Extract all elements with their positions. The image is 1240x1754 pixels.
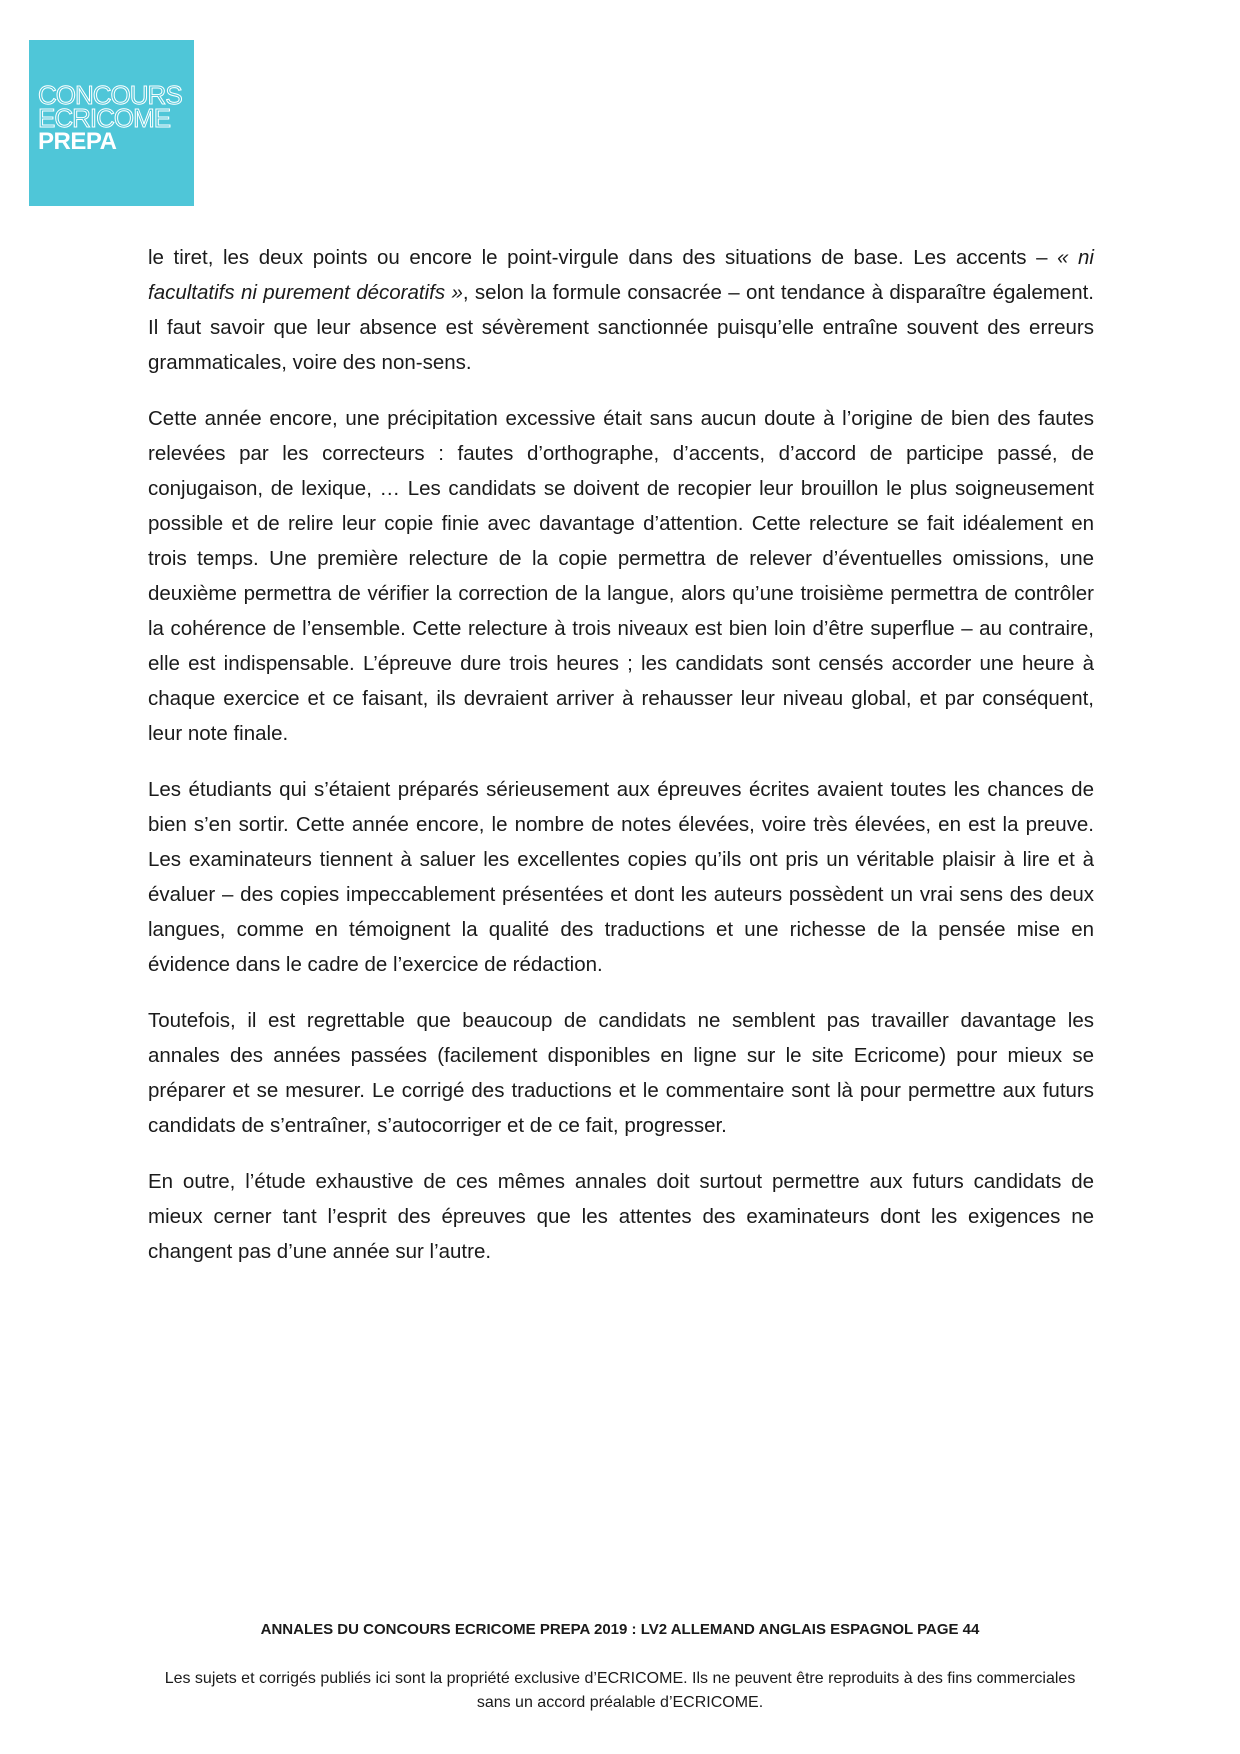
report-body — [148, 240, 1094, 1290]
paragraph-relecture: Cette année encore, une précipitation excessive était sans aucun doute à l’origine de bien des fautes relevées par les correcteurs : fautes d’orthographe, d’accents, d’accord de participe passé, de conjugaison, de lexique, … Les candidats se doivent de recopier leur brouillon le plus soigneusement possible et de relire leur copie finie avec davantage d’attention. Cette relecture se fait idéalement en trois temps. Une première relecture de la copie permettra de relever d’éventuelles omissions, une deuxième permettra de vérifier la correction de la langue, alors qu’une troisième permettra de contrôler la cohérence de l’ensemble. Cette relecture à trois niveaux est bien loin d’être superflue – au contraire, elle est indispensable. L’épreuve dure trois heures ; les candidats sont censés accorder une heure à chaque exercice et ce faisant, ils devraient arriver à rehausser leur niveau global, et par conséquent, leur note finale. — [148, 407, 1094, 745]
paragraph-annales: Toutefois, il est regrettable que beaucoup de candidats ne semblent pas travailler davantage les annales des années passées (facilement disponibles en ligne sur le site Ecricome) pour mieux se préparer et se mesurer. Le corrigé des traductions et le commentaire sont là pour permettre aux futurs candidats de s’entraîner, s’autocorriger et de ce fait, progresser. — [148, 1009, 1094, 1137]
logo-line-prepa: PREPA — [38, 128, 117, 155]
paragraph-conclusion: En outre, l’étude exhaustive de ces mêmes annales doit surtout permettre aux futurs candidats de mieux cerner tant l’esprit des épreuves que les attentes des examinateurs dont les exigences ne changent pas d’une année sur l’autre. — [148, 1170, 1094, 1263]
paragraph-accents-text-a: le tiret, les deux points ou encore le point-virgule dans des situations de base. Les accents – — [148, 246, 1058, 269]
logo-line-ecricome: ECRICOME — [38, 103, 171, 133]
paragraph-accents-quote: « ni facultatifs ni purement décoratifs » — [148, 246, 1094, 304]
paragraph-accents-text-b: , selon la formule consacrée – ont tendance à disparaître également. Il faut savoir que leur absence est sévèrement sanctionnée puisqu’elle entraîne souvent des erreurs grammaticales, voire des non-sens. — [148, 281, 1094, 374]
footer-copyright-note: Les sujets et corrigés publiés ici sont la propriété exclusive d’ECRICOME. Ils ne peuvent être reproduits à des fins commerciales sans un accord préalable d’ECRICOME. — [164, 1670, 1076, 1711]
logo-line-concours: CONCOURS — [38, 80, 182, 110]
paragraph-etudiants: Les étudiants qui s’étaient préparés sérieusement aux épreuves écrites avaient toutes les chances de bien s’en sortir. Cette année encore, le nombre de notes élevées, voire très élevées, en est la preuve. Les examinateurs tiennent à saluer les excellentes copies qu’ils ont pris un véritable plaisir à lire et à évaluer – des copies impeccablement présentées et dont les auteurs possèdent un vrai sens des deux langues, comme en témoignent la qualité des traductions et une richesse de la pensée mise en évidence dans le cadre de l’exercice de rédaction. — [148, 778, 1094, 976]
paragraph-accents — [148, 240, 1094, 380]
ecricome-logo — [29, 40, 194, 206]
footer-title: ANNALES DU CONCOURS ECRICOME PREPA 2019 : LV2 ALLEMAND ANGLAIS ESPAGNOL PAGE 44 — [260, 1621, 980, 1638]
